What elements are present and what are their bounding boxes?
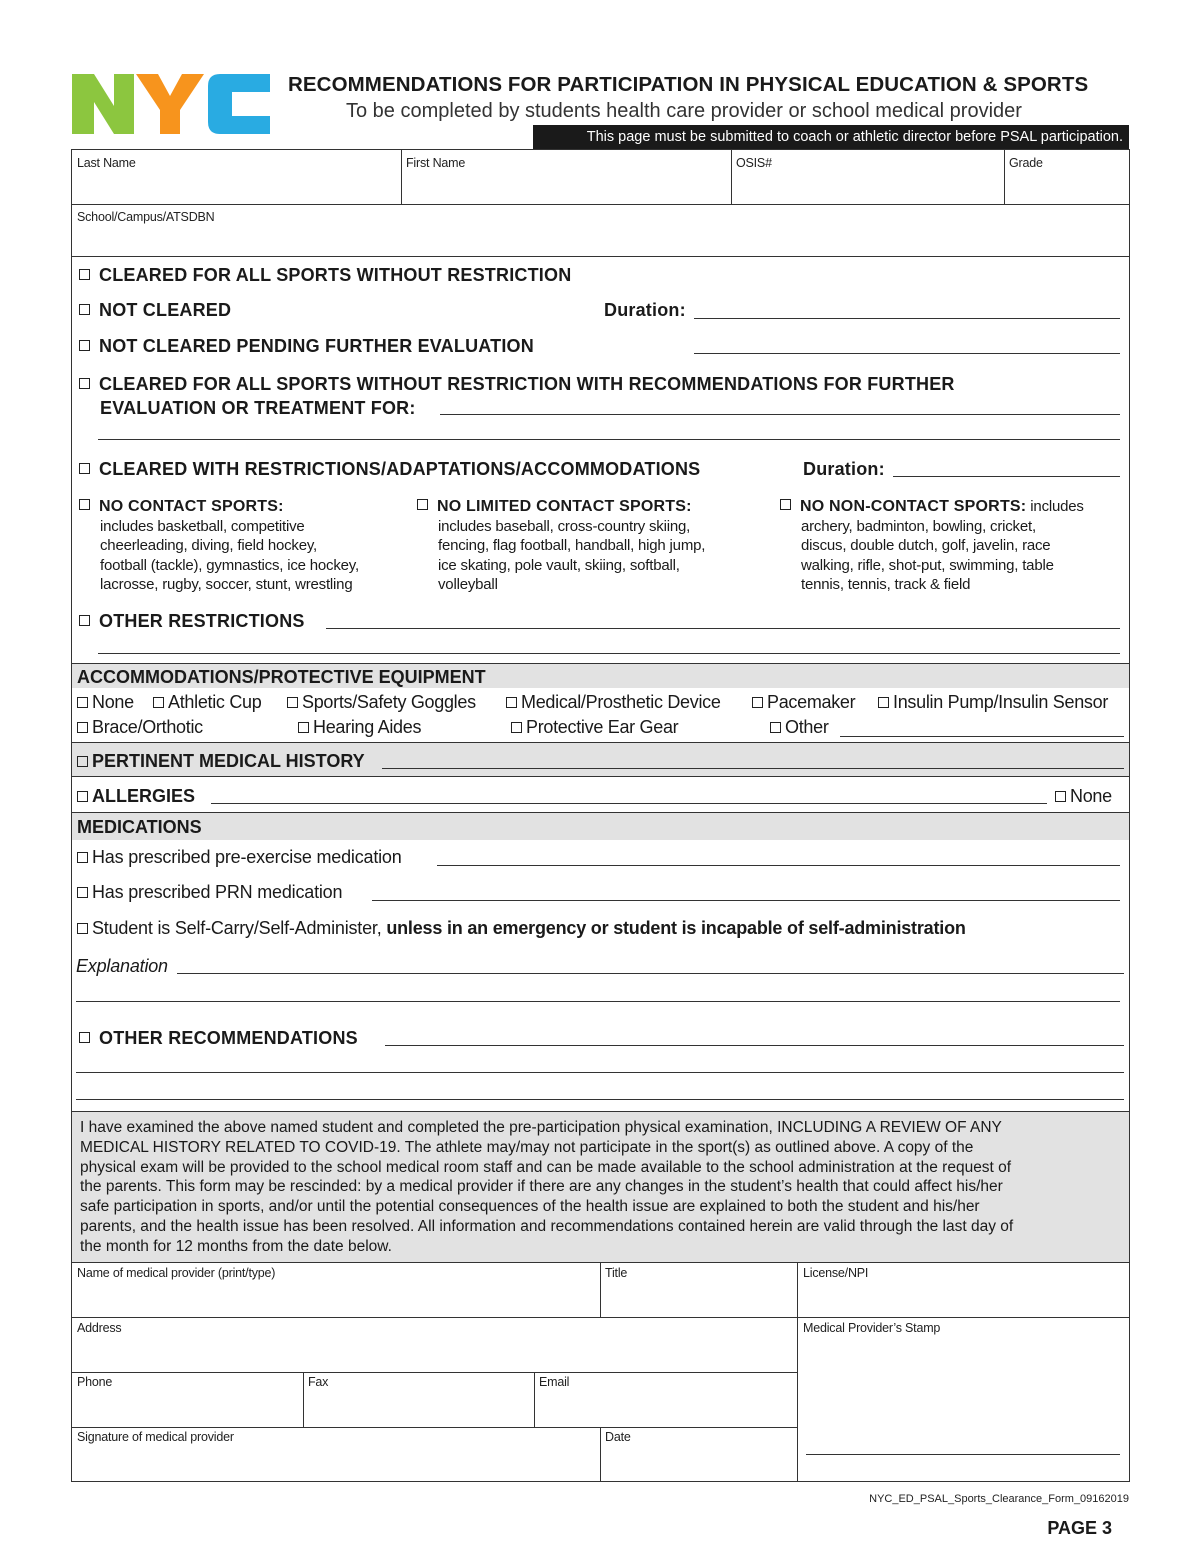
prn-label: Has prescribed PRN medication (92, 882, 343, 902)
self-carry-bold: unless in an emergency or student is incapable of self-administration (381, 918, 966, 938)
explanation-line-2[interactable] (76, 1001, 1120, 1002)
nyc-logo-n (72, 74, 134, 134)
prn-line[interactable] (372, 900, 1120, 901)
no-contact-text: football (tackle), gymnastics, ice hockey, (100, 556, 359, 574)
last-name-field[interactable]: Last Name (77, 156, 136, 170)
attestation-line: I have examined the above named student and completed the pre-participation physical examination, INCLUDING A REVIEW OF ANY (80, 1119, 1002, 1136)
divider (71, 776, 1130, 777)
divider (731, 149, 732, 204)
allergies-none[interactable] (1055, 786, 1112, 807)
attestation-line: the parents. This form may be rescinded: by a medical provider if there are any changes in the student’s health that could affect his/her (80, 1178, 1003, 1196)
acc-label: Protective Ear Gear (526, 717, 679, 737)
prn-option[interactable] (77, 882, 342, 903)
medications-heading: MEDICATIONS (77, 817, 202, 837)
divider (534, 1372, 535, 1427)
no-contact-sports[interactable] (79, 497, 359, 595)
checkbox[interactable] (79, 304, 90, 315)
cleared-rec-option[interactable] (79, 374, 955, 395)
history-label: PERTINENT MEDICAL HISTORY (92, 751, 365, 771)
no-contact-text: lacrosse, rugby, soccer, stunt, wrestling (100, 576, 353, 593)
no-non-contact-text: walking, rifle, shot-put, swimming, table (801, 556, 1054, 574)
history-line[interactable] (382, 768, 1124, 769)
acc-ear-gear[interactable] (511, 717, 678, 738)
page-number: PAGE 3 (1047, 1518, 1112, 1538)
acc-none[interactable] (77, 692, 134, 713)
checkbox[interactable] (79, 340, 90, 351)
other-rec-line[interactable] (385, 1045, 1124, 1046)
email-field[interactable]: Email (539, 1375, 570, 1389)
attestation-line: parents, and the health issue has been resolved. All information and recommendations contained herein are valid through the last day of (80, 1217, 1014, 1235)
no-contact-text: cheerleading, diving, field hockey, (100, 537, 318, 554)
checkbox[interactable] (77, 923, 88, 934)
checkbox[interactable] (79, 615, 90, 626)
divider (71, 204, 1130, 205)
checkbox[interactable] (77, 887, 88, 898)
divider (71, 1372, 797, 1373)
cleared-restrictions-label: CLEARED WITH RESTRICTIONS/ADAPTATIONS/ACCOMMODATIONS (99, 459, 701, 479)
other-recommendations-label: OTHER RECOMMENDATIONS (99, 1028, 358, 1048)
phone-field[interactable]: Phone (77, 1375, 113, 1389)
no-limited-text: volleyball (438, 576, 498, 593)
address-field[interactable]: Address (77, 1321, 122, 1335)
allergies-none-label: None (1070, 786, 1112, 806)
checkbox[interactable] (770, 722, 781, 733)
not-cleared-label: NOT CLEARED (99, 300, 232, 320)
checkbox[interactable] (79, 499, 90, 510)
no-non-contact-text: tennis, tennis, track & field (801, 576, 971, 593)
checkbox[interactable] (77, 791, 88, 802)
checkbox[interactable] (79, 1032, 90, 1043)
attestation-line: the month for 12 months from the date below. (80, 1237, 392, 1255)
no-limited-text: ice skating, pole vault, skiing, softball, (438, 556, 680, 574)
no-limited-text: includes baseball, cross-country skiing, (438, 517, 691, 535)
form-id: NYC_ED_PSAL_Sports_Clearance_Form_09162019 (869, 1493, 1129, 1505)
checkbox[interactable] (780, 499, 791, 510)
school-field[interactable]: School/Campus/ATSDBN (77, 210, 215, 224)
checkbox[interactable] (298, 722, 309, 733)
accommodations-heading: ACCOMMODATIONS/PROTECTIVE EQUIPMENT (77, 667, 486, 687)
attestation-line: safe participation in sports, and/or until the potential consequences of the health issue are explained to both the student and his/her (80, 1198, 980, 1216)
duration-line[interactable] (694, 318, 1120, 319)
provider-title-field[interactable]: Title (605, 1266, 628, 1280)
pre-exercise-line[interactable] (437, 865, 1120, 866)
checkbox[interactable] (287, 697, 298, 708)
no-non-contact-text: archery, badminton, bowling, cricket, (801, 517, 1036, 535)
acc-pacemaker[interactable] (752, 692, 855, 713)
divider (600, 1427, 601, 1482)
acc-label: Brace/Orthotic (92, 717, 203, 737)
divider (71, 1427, 797, 1428)
allergies-label: ALLERGIES (92, 786, 196, 806)
other-rec-line-2[interactable] (76, 1072, 1124, 1073)
duration-label: Duration: (604, 300, 686, 320)
acc-label: Athletic Cup (168, 692, 262, 712)
checkbox[interactable] (77, 697, 88, 708)
other-recommendations-option[interactable] (79, 1028, 358, 1049)
other-restrictions-line-2[interactable] (98, 653, 1120, 654)
self-carry-option[interactable] (77, 918, 966, 939)
cleared-all-option[interactable] (79, 265, 571, 286)
attestation-line: MEDICAL HISTORY RELATED TO COVID-19. The athlete may/may not participate in the sport(s) as outlined above. A copy of the (80, 1138, 974, 1156)
explanation-line[interactable] (177, 973, 1124, 974)
checkbox[interactable] (752, 697, 763, 708)
acc-label: Medical/Prosthetic Device (521, 692, 721, 712)
explanation-label: Explanation (76, 956, 168, 976)
checkbox[interactable] (417, 499, 428, 510)
checkbox[interactable] (79, 463, 90, 474)
acc-other[interactable] (770, 717, 829, 738)
divider (401, 149, 402, 204)
checkbox[interactable] (878, 697, 889, 708)
acc-prosthetic[interactable] (506, 692, 721, 713)
license-field[interactable]: License/NPI (803, 1266, 869, 1280)
no-contact-text: includes basketball, competitive (100, 517, 305, 535)
allergies-line[interactable] (211, 803, 1047, 804)
no-non-contact-title: NO NON-CONTACT SPORTS: (800, 498, 1027, 515)
not-cleared-option[interactable] (79, 300, 231, 321)
treatment-line-2[interactable] (98, 439, 1120, 440)
checkbox[interactable] (1055, 791, 1066, 802)
pending-label: NOT CLEARED PENDING FURTHER EVALUATION (99, 336, 534, 356)
other-restrictions-option[interactable] (79, 611, 305, 632)
acc-label: Hearing Aides (313, 717, 422, 737)
other-rec-line-3[interactable] (76, 1099, 1124, 1100)
pre-exercise-option[interactable] (77, 847, 402, 868)
osis-field[interactable]: OSIS# (736, 156, 772, 170)
medications-band (72, 813, 1129, 840)
acc-label: None (92, 692, 134, 712)
grade-field[interactable]: Grade (1009, 156, 1043, 170)
no-limited-contact-sports[interactable] (417, 497, 705, 595)
acc-athletic-cup[interactable] (153, 692, 261, 713)
nyc-logo-y (136, 74, 204, 134)
nyc-logo (70, 70, 272, 138)
acc-label: Pacemaker (767, 692, 856, 712)
stamp-line (806, 1454, 1120, 1455)
checkbox[interactable] (77, 756, 88, 767)
provider-name-field[interactable]: Name of medical provider (print/type) (77, 1266, 276, 1280)
checkbox[interactable] (153, 697, 164, 708)
fax-field[interactable]: Fax (308, 1375, 329, 1389)
pending-option[interactable] (79, 336, 534, 357)
divider (71, 1317, 1130, 1318)
acc-hearing[interactable] (298, 717, 421, 738)
treatment-line[interactable] (440, 414, 1120, 415)
divider (797, 1262, 798, 1482)
acc-insulin[interactable] (878, 692, 1108, 713)
no-non-contact-text: discus, double dutch, golf, javelin, race (801, 537, 1051, 554)
no-non-contact-suffix: includes (1026, 498, 1084, 515)
acc-other-line[interactable] (840, 736, 1124, 737)
checkbox[interactable] (77, 852, 88, 863)
checkbox[interactable] (79, 378, 90, 389)
stamp-field: Medical Provider’s Stamp (803, 1321, 941, 1335)
first-name-field[interactable]: First Name (406, 156, 466, 170)
duration-label-2: Duration: (803, 459, 885, 479)
acc-brace[interactable] (77, 717, 203, 738)
divider (303, 1372, 304, 1427)
acc-label: Sports/Safety Goggles (302, 692, 476, 712)
no-limited-text: fencing, flag football, handball, high jump, (438, 537, 706, 554)
pending-line[interactable] (694, 353, 1120, 354)
form-subtitle: To be completed by students health care provider or school medical provider (346, 100, 1022, 122)
acc-label: Other (785, 717, 829, 737)
pre-exercise-label: Has prescribed pre-exercise medication (92, 847, 402, 867)
attestation-line: physical exam will be provided to the school medical room staff and can be made available to the school administration at the request of (80, 1158, 1012, 1176)
acc-goggles[interactable] (287, 692, 476, 713)
other-restrictions-line[interactable] (326, 628, 1120, 629)
divider (1004, 149, 1005, 204)
cleared-rec-label: CLEARED FOR ALL SPORTS WITHOUT RESTRICTION WITH RECOMMENDATIONS FOR FURTHER (99, 374, 955, 394)
cleared-rec-label-2: EVALUATION OR TREATMENT FOR: (100, 398, 416, 418)
checkbox[interactable] (79, 269, 90, 280)
acc-label: Insulin Pump/Insulin Sensor (893, 692, 1109, 712)
nyc-logo-c (208, 74, 270, 134)
duration-line-2[interactable] (893, 476, 1120, 477)
no-non-contact-sports[interactable] (780, 497, 1084, 595)
cleared-all-label: CLEARED FOR ALL SPORTS WITHOUT RESTRICTION (99, 265, 572, 285)
divider (71, 256, 1130, 257)
submission-notice: This page must be submitted to coach or athletic director before PSAL participation. (533, 125, 1129, 149)
checkbox[interactable] (77, 722, 88, 733)
no-limited-title: NO LIMITED CONTACT SPORTS: (437, 498, 692, 515)
attestation-text (80, 1118, 1120, 1257)
checkbox[interactable] (511, 722, 522, 733)
allergies-option[interactable] (77, 786, 195, 807)
signature-field[interactable]: Signature of medical provider (77, 1430, 234, 1444)
other-restrictions-label: OTHER RESTRICTIONS (99, 611, 305, 631)
self-carry-label: Student is Self-Carry/Self-Administer, (92, 918, 382, 938)
cleared-restrictions-option[interactable] (79, 459, 700, 480)
date-field[interactable]: Date (605, 1430, 631, 1444)
divider (600, 1262, 601, 1317)
no-contact-title: NO CONTACT SPORTS: (99, 498, 284, 515)
checkbox[interactable] (506, 697, 517, 708)
form-title: RECOMMENDATIONS FOR PARTICIPATION IN PHYSICAL EDUCATION & SPORTS (288, 73, 1089, 96)
history-option[interactable] (77, 751, 365, 772)
